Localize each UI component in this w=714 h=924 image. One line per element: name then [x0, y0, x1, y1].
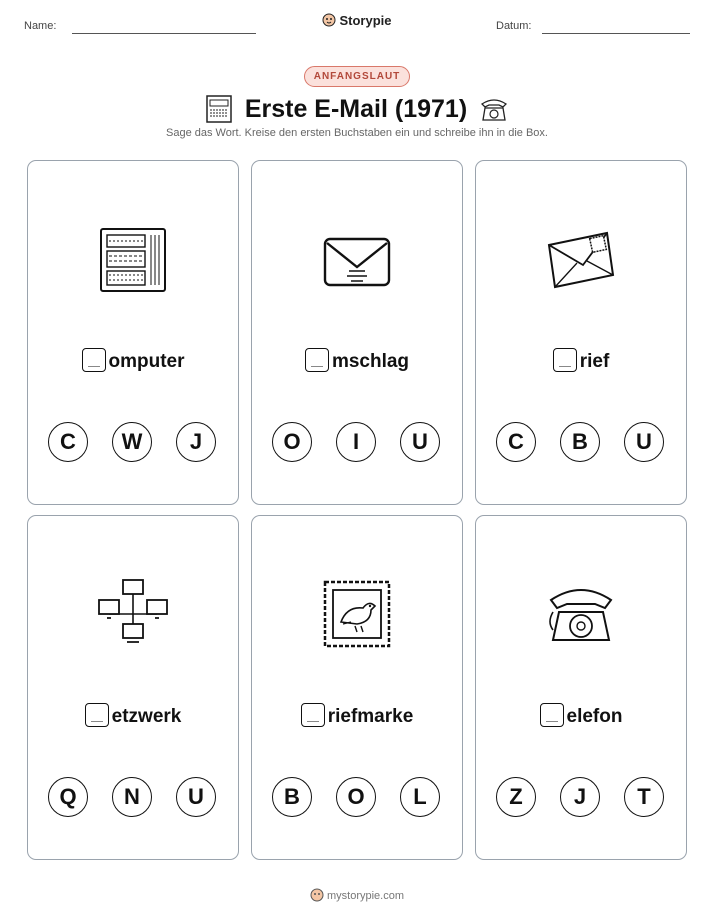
word-card-telefon [475, 515, 687, 860]
name-label: Name: [24, 20, 57, 32]
letter-box[interactable] [305, 348, 329, 372]
date-label: Datum: [496, 20, 532, 32]
footer [0, 888, 714, 902]
title-text: Erste E-Mail (1971) [244, 95, 468, 124]
letter-box[interactable] [553, 348, 577, 372]
word-rest: etzwerk [111, 706, 182, 727]
word-row [476, 703, 686, 728]
choice-letter[interactable]: C [48, 422, 88, 462]
choice-letter[interactable]: O [272, 422, 312, 462]
word-row [28, 348, 238, 373]
choice-letter[interactable]: L [400, 777, 440, 817]
word-row [252, 348, 462, 373]
topic-badge: ANFANGSLAUT [304, 66, 411, 87]
word-card-briefmarke [251, 515, 463, 860]
network-icon [97, 578, 169, 650]
choice-letter[interactable]: N [112, 777, 152, 817]
instructions: Sage das Wort. Kreise den ersten Buchstaben ein und schreibe ihn in die Box. [166, 127, 548, 139]
choice-letter[interactable]: J [560, 777, 600, 817]
word-row [28, 703, 238, 728]
choice-letter[interactable]: T [624, 777, 664, 817]
computer-icon [97, 223, 169, 295]
page-title [0, 91, 714, 126]
storypie-logo-icon [310, 888, 324, 902]
storypie-logo-icon [322, 13, 336, 27]
word-rest: elefon [566, 706, 623, 727]
word-rest: mschlag [331, 351, 410, 372]
computer-icon [205, 94, 233, 124]
date-line[interactable] [542, 33, 690, 34]
choice-letter[interactable]: B [272, 777, 312, 817]
brand-name: Storypie [339, 13, 392, 28]
telephone-icon [479, 96, 509, 122]
letter-box[interactable] [85, 703, 109, 727]
word-card-computer [27, 160, 239, 505]
footer-url[interactable]: mystorypie.com [326, 890, 405, 902]
stamp-icon [321, 578, 393, 650]
choice-letter[interactable]: U [400, 422, 440, 462]
choice-letter[interactable]: B [560, 422, 600, 462]
envelope-icon [321, 223, 393, 295]
choice-letter[interactable]: I [336, 422, 376, 462]
word-row [476, 348, 686, 373]
name-line[interactable] [72, 33, 256, 34]
choice-letter[interactable]: Z [496, 777, 536, 817]
letter-box[interactable] [301, 703, 325, 727]
choice-letter[interactable]: W [112, 422, 152, 462]
word-rest: omputer [108, 351, 185, 372]
letter-box[interactable] [82, 348, 106, 372]
letter-icon [545, 223, 617, 295]
choice-letter[interactable]: U [176, 777, 216, 817]
choice-letter[interactable]: O [336, 777, 376, 817]
telephone-icon [545, 578, 617, 650]
word-rest: rief [579, 351, 610, 372]
choice-letter[interactable]: Q [48, 777, 88, 817]
choice-letter[interactable]: U [624, 422, 664, 462]
word-card-umschlag [251, 160, 463, 505]
brand [0, 13, 714, 28]
word-row [252, 703, 462, 728]
word-rest: riefmarke [327, 706, 414, 727]
choice-letter[interactable]: C [496, 422, 536, 462]
word-card-brief [475, 160, 687, 505]
choice-letter[interactable]: J [176, 422, 216, 462]
letter-box[interactable] [540, 703, 564, 727]
word-card-netzwerk [27, 515, 239, 860]
